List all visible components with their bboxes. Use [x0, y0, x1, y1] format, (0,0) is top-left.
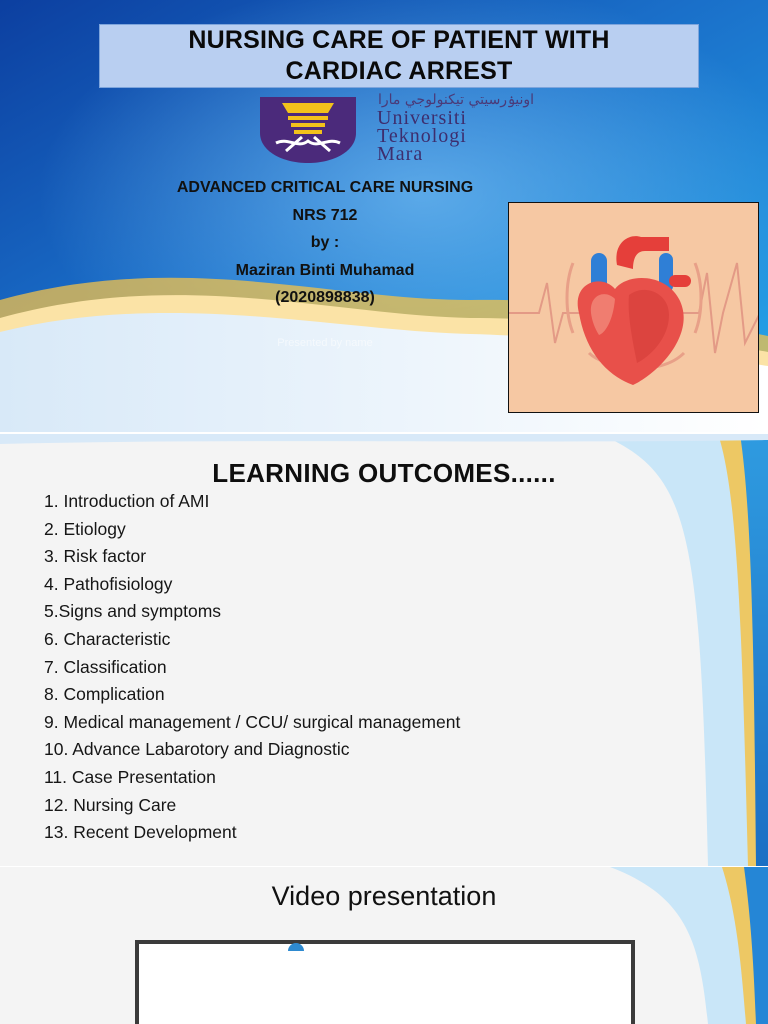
list-item: 9. Medical management / CCU/ surgical management: [44, 711, 461, 732]
list-item: 6. Characteristic: [44, 628, 171, 649]
list-item: 5.Signs and symptoms: [44, 601, 222, 622]
by-label: by :: [310, 234, 340, 251]
course-code: NRS 712: [292, 206, 358, 224]
list-item: 8. Complication: [44, 684, 165, 705]
video-player[interactable]: [135, 940, 635, 1024]
video-title: Video presentation: [271, 881, 497, 911]
university-name-line: Mara: [377, 143, 424, 165]
list-item: 12. Nursing Care: [44, 794, 177, 815]
list-item: 1. Introduction of AMI: [44, 491, 210, 511]
uitm-emblem-icon: [258, 97, 358, 163]
author-name: Maziran Binti Muhamad: [235, 261, 415, 279]
university-name: [377, 109, 467, 163]
student-id: (2020898838): [275, 289, 375, 306]
university-name-line: Teknologi: [377, 125, 467, 147]
faint-caption: Presented by name: [277, 337, 373, 349]
jawi-script: اونيۏرسيتي تيكنولوجي مارا: [378, 92, 535, 108]
learning-outcomes-slide: [0, 434, 768, 866]
heart-illustration: [508, 202, 759, 413]
list-item: 7. Classification: [44, 656, 167, 677]
list-item: 10. Advance Labarotory and Diagnostic: [44, 739, 350, 760]
list-item: 2. Etiology: [44, 518, 126, 539]
uitm-logo: [258, 92, 558, 165]
list-item: 4. Pathofisiology: [44, 573, 173, 594]
university-name-line: Universiti: [377, 107, 467, 129]
presentation-title: NURSING CARE OF PATIENT WITH CARDIAC ARREST: [188, 26, 610, 85]
list-item: 13. Recent Development: [44, 822, 237, 843]
learning-outcomes-heading: LEARNING OUTCOMES......: [212, 458, 556, 488]
title-banner: [99, 24, 699, 88]
title-slide: [0, 0, 768, 432]
video-slide: [0, 867, 768, 1024]
presentation-details: [120, 174, 530, 312]
course-name: ADVANCED CRITICAL CARE NURSING: [176, 179, 474, 196]
learning-outcomes-list: [44, 488, 460, 847]
heart-icon: [509, 203, 759, 413]
list-item: 11. Case Presentation: [44, 766, 216, 787]
list-item: 3. Risk factor: [44, 546, 147, 567]
